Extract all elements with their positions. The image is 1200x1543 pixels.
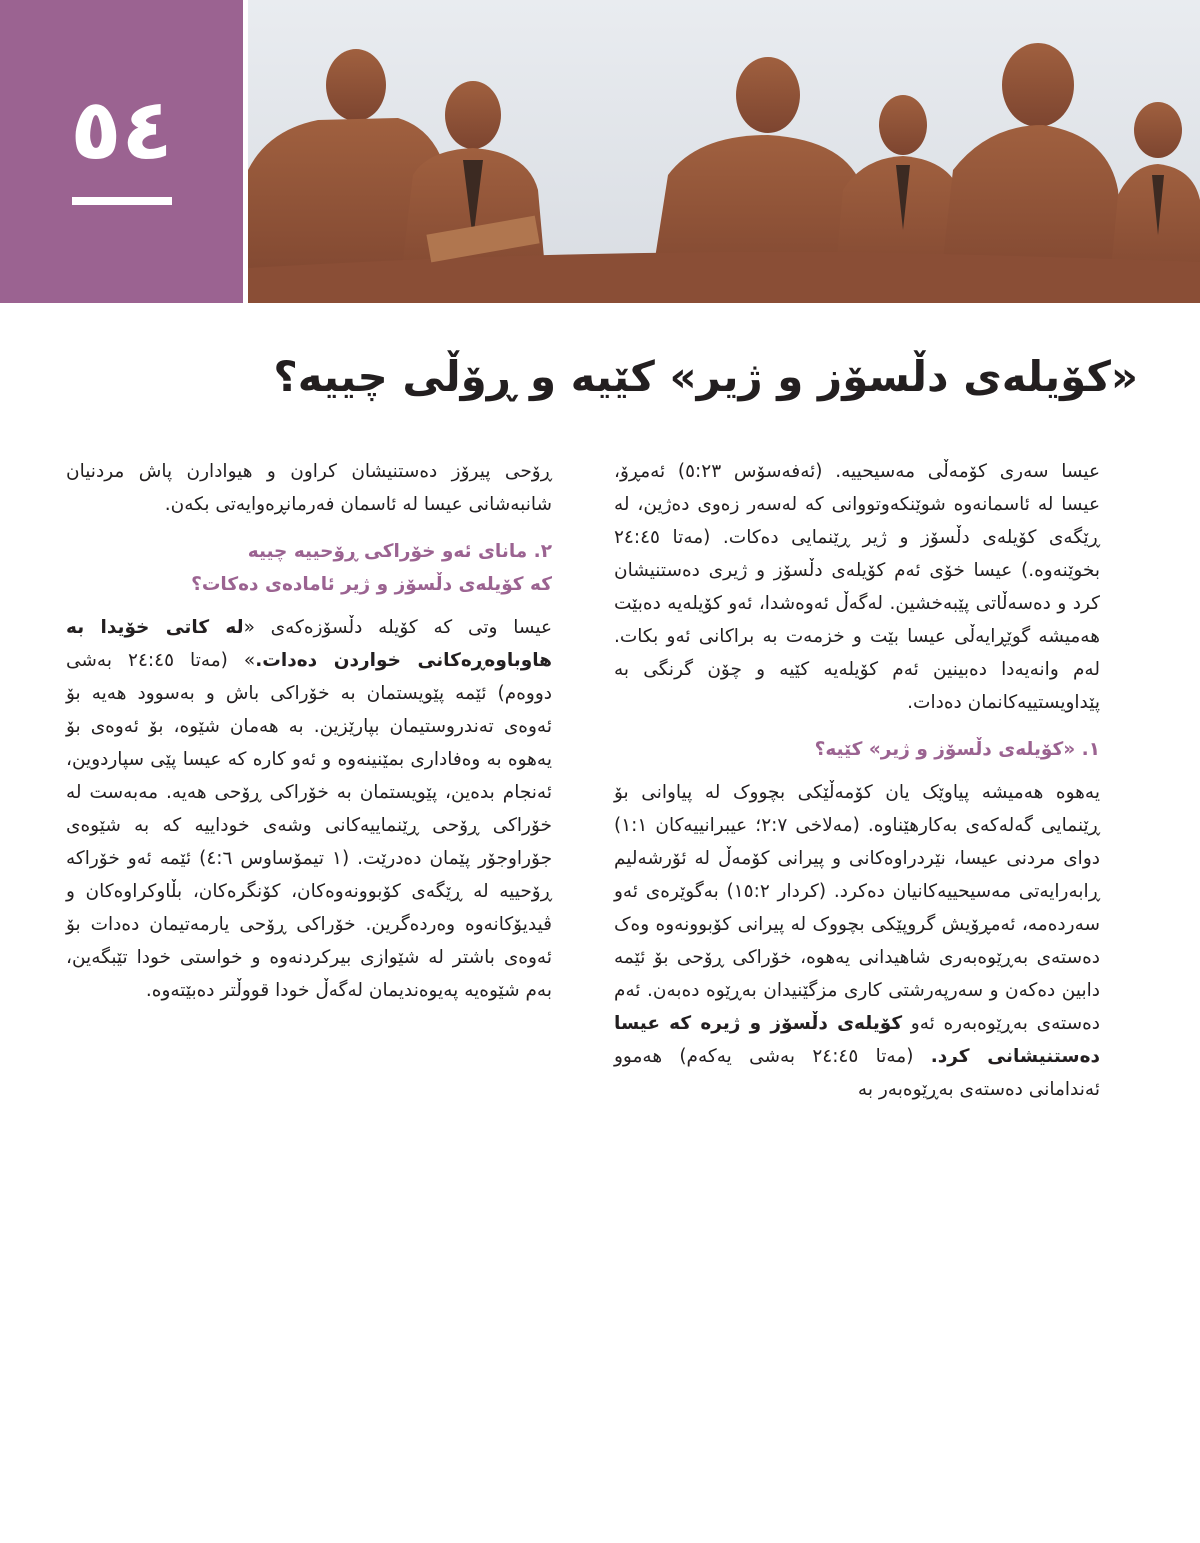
answer-2-paragraph (66, 611, 552, 1007)
meeting-silhouette-illustration (248, 0, 1200, 303)
lesson-title: «کۆیلەی دڵسۆز و ژیر» کێیە و ڕۆڵی چییە؟ (273, 352, 1138, 401)
question-2-line-2: کە کۆیلەی دڵسۆز و ژیر ئامادەی دەکات؟ (191, 574, 552, 595)
continued-paragraph: ڕۆحی پیرۆز دەستنیشان کراون و هیوادارن پاش مردنیان شانبەشانی عیسا لە ئاسمان فەرمانڕەوایەتی بکەن. (66, 461, 552, 515)
left-column (66, 455, 552, 1021)
answer-1-bold-phrase: کۆیلەی دڵسۆز و ژیرە کە عیسا دەستنیشانی کرد. (614, 1013, 1101, 1067)
question-1: ١. «کۆیلەی دڵسۆز و ژیر» کێیە؟ (814, 739, 1100, 760)
answer-2-text-b: » (مەتا ٢٤:٤٥ بەشی دووەم) ئێمە پێویستمان بە خۆراکی باش و بەسوود هەیە بۆ ئەوەی تەندروستیمان بپارێزین. بە هەمان شێوە، بۆ ئەوەی بۆ یەهوە بە وەفاداری بمێنینەوە و ئەو کارە کە عیسا پێی سپاردوین، ئەنجام بدەین، پێویستمان بە خۆراکی ڕۆحی هەیە. مەبەست لە خۆراکی ڕۆحی ڕێنماییەکانی وشەی خوداییە کە بە شێوەی جۆراوجۆر پێمان دەدرێت. (١ تیمۆساوس ٤:٦) ئێمە ئەو خۆراکە ڕۆحییە لە ڕێگەی کۆبوونەوەکان، کۆنگرەکان، بڵاوکراوەکان و ڤیدیۆکانەوە وەردەگرین. خۆراکی ڕۆحی یارمەتیمان دەدات بۆ ئەوەی باشتر لە شێوازی بیرکردنەوە و خواستی خودا تێبگەین، بەم شێوەیە پەیوەندیمان لەگەڵ خودا قووڵتر دەبێتەوە. (66, 650, 553, 1001)
question-2-line-1: ٢. مانای ئەو خۆراکی ڕۆحییە چییە (247, 541, 552, 562)
answer-2-text-a: عیسا وتی کە کۆیلە دڵسۆزەکەی « (243, 617, 552, 638)
answer-1-text-b: (مەتا ٢٤:٤٥ بەشی یەکەم) هەموو ئەندامانی دەستەی بەڕێوەبەر بە (614, 1046, 1100, 1100)
answer-1-text-a: یەهوە هەمیشە پیاوێک یان کۆمەڵێکی بچووک لە پیاوانی بۆ ڕێنمایی گەلەکەی بەکارهێناوە. (مەلاخی ٢:٧؛ عیبرانییەکان ١:١) دوای مردنی عیسا، نێردراوەکانی و پیرانی کۆمەڵ لە ئۆرشەلیم ڕابەرایەتی مەسیحییەکانیان دەکرد. (کردار ١٥:٢) بەگوێرەی ئەو سەردەمە، ئەمڕۆیش گروپێکی بچووک لە پیرانی کۆبوونەوە وەک دەستەی بەڕێوەبەری شاهیدانی یەهوە، خۆراکی ڕۆحی بۆ ئێمە دابین دەکەن و سەرپەرشتی کاری مزگێنیدان بەڕێوە دەبەن. ئەم دەستەی بەڕێوەبەرە ئەو (614, 782, 1100, 1034)
header-photo (248, 0, 1200, 303)
header-banner (0, 0, 1200, 303)
question-2 (66, 535, 552, 601)
right-column (614, 455, 1100, 1120)
answer-1-paragraph (614, 776, 1100, 1106)
lesson-number: ٥٤ (70, 79, 173, 178)
intro-paragraph: عیسا سەری کۆمەڵی مەسیحییە. (ئەفەسۆس ٥:٢٣) ئەمڕۆ، عیسا لە ئاسمانەوە شوێنکەوتووانی کە لەسەر زەوی دەژین، لە ڕێگەی کۆیلەی دڵسۆز و ژیر ڕێنمایی دەکات. (مەتا ٢٤:٤٥ بخوێنەوە.) عیسا خۆی ئەم کۆیلەی دڵسۆز و ژیری دەستنیشان کرد و دەسەڵاتی پێبەخشین. لەگەڵ ئەوەشدا، ئەو کۆیلەیە دەبێت هەمیشە گوێڕایەڵی عیسا بێت و خزمەت بە براکانی ئەو بکات. لەم وانەیەدا دەبینین ئەم کۆیلەیە کێیە و چۆن گرنگی بە پێداویستییەکانمان دەدات. (614, 461, 1100, 713)
lesson-number-box (0, 0, 243, 303)
lesson-number-underline (72, 197, 172, 205)
answer-2-bold-phrase: لە کاتی خۆیدا بە هاوباوەڕەکانی خواردن دەدات. (66, 617, 552, 671)
